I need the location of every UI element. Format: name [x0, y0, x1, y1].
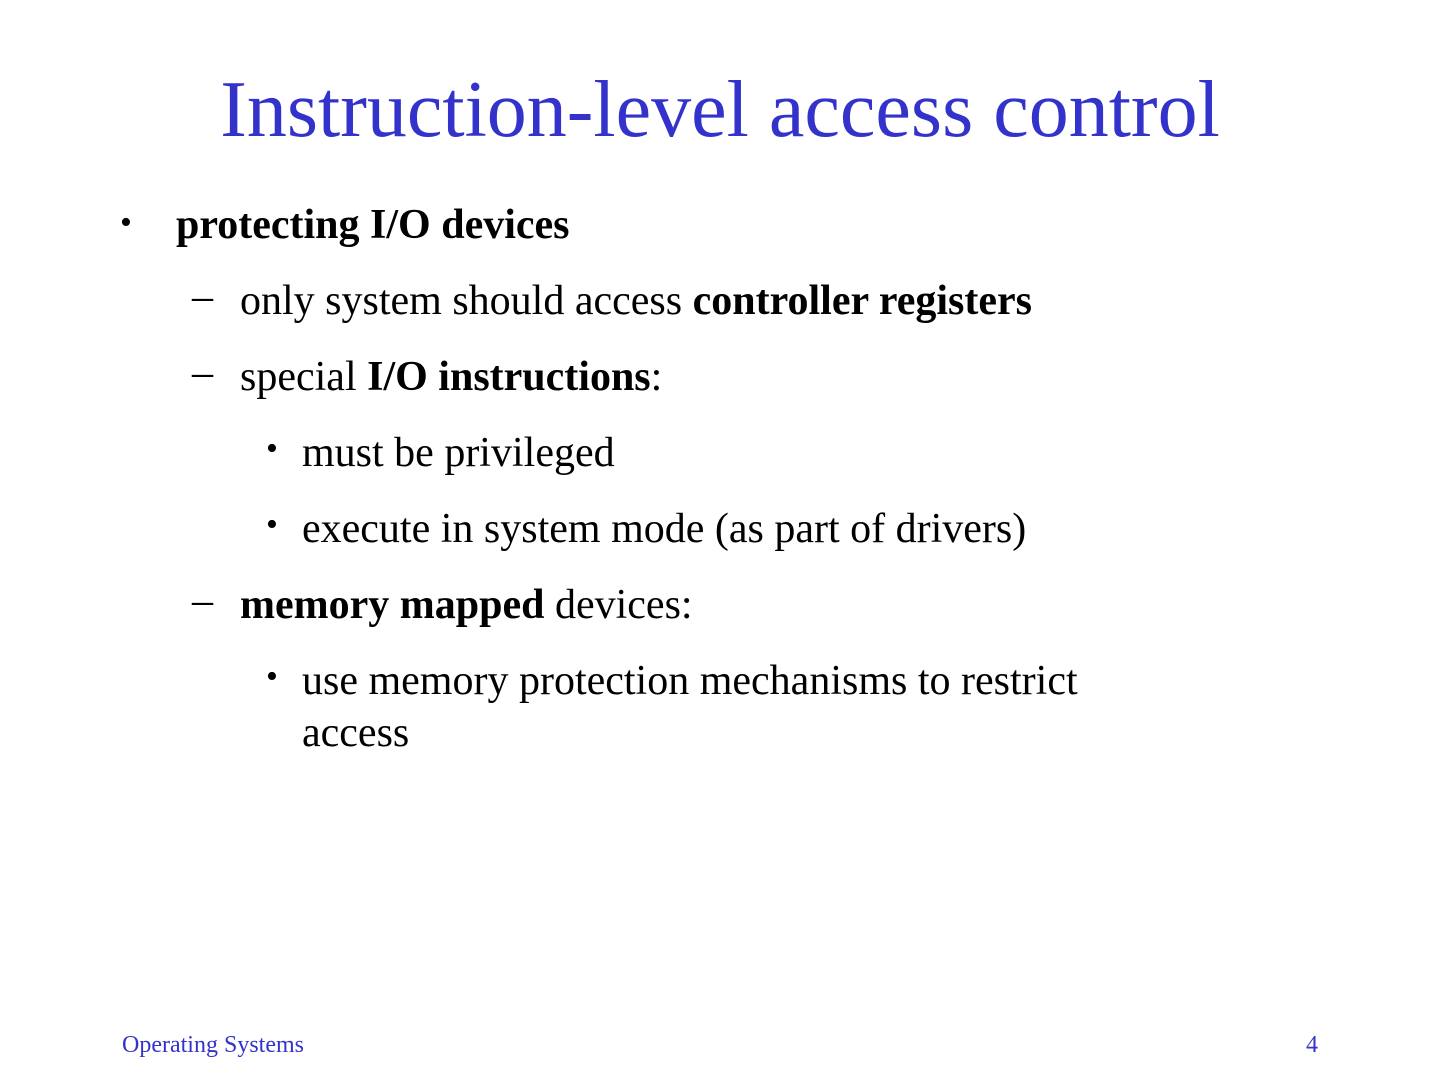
bullet-text-plain-after: devices:	[544, 582, 693, 628]
bullet-dot-icon: •	[120, 204, 132, 241]
bullet-dot-icon: •	[266, 430, 278, 467]
bullet-text-bold: controller registers	[692, 278, 1032, 324]
footer-page-number: 4	[1306, 1032, 1318, 1058]
dash-icon: –	[192, 350, 213, 396]
bullet-controller-registers	[240, 276, 1032, 326]
bullet-text-plain: only system should access	[240, 278, 693, 324]
bullet-text-plain: special	[240, 354, 368, 400]
bullet-text-bold: I/O instructions	[367, 354, 651, 400]
bullet-io-instructions	[240, 352, 662, 402]
dash-icon: –	[192, 578, 213, 624]
footer-course-title: Operating Systems	[122, 1032, 304, 1058]
bullet-execute-in-system-mode: execute in system mode (as part of drivers)	[302, 506, 1027, 552]
bullet-text-plain-after: :	[650, 354, 663, 400]
dash-icon: –	[192, 274, 213, 320]
bullet-memory-mapped-devices	[240, 580, 693, 630]
bullet-memory-protection-line1: use memory protection mechanisms to restrict	[302, 658, 1078, 704]
bullet-protecting-io-devices: protecting I/O devices	[176, 202, 570, 248]
bullet-dot-icon: •	[266, 658, 278, 695]
bullet-memory-protection-line2: access	[302, 710, 410, 756]
bullet-dot-icon: •	[266, 506, 278, 543]
bullet-must-be-privileged: must be privileged	[302, 430, 615, 476]
slide-title: Instruction-level access control	[220, 66, 1220, 154]
bullet-text-bold: memory mapped	[240, 582, 545, 628]
